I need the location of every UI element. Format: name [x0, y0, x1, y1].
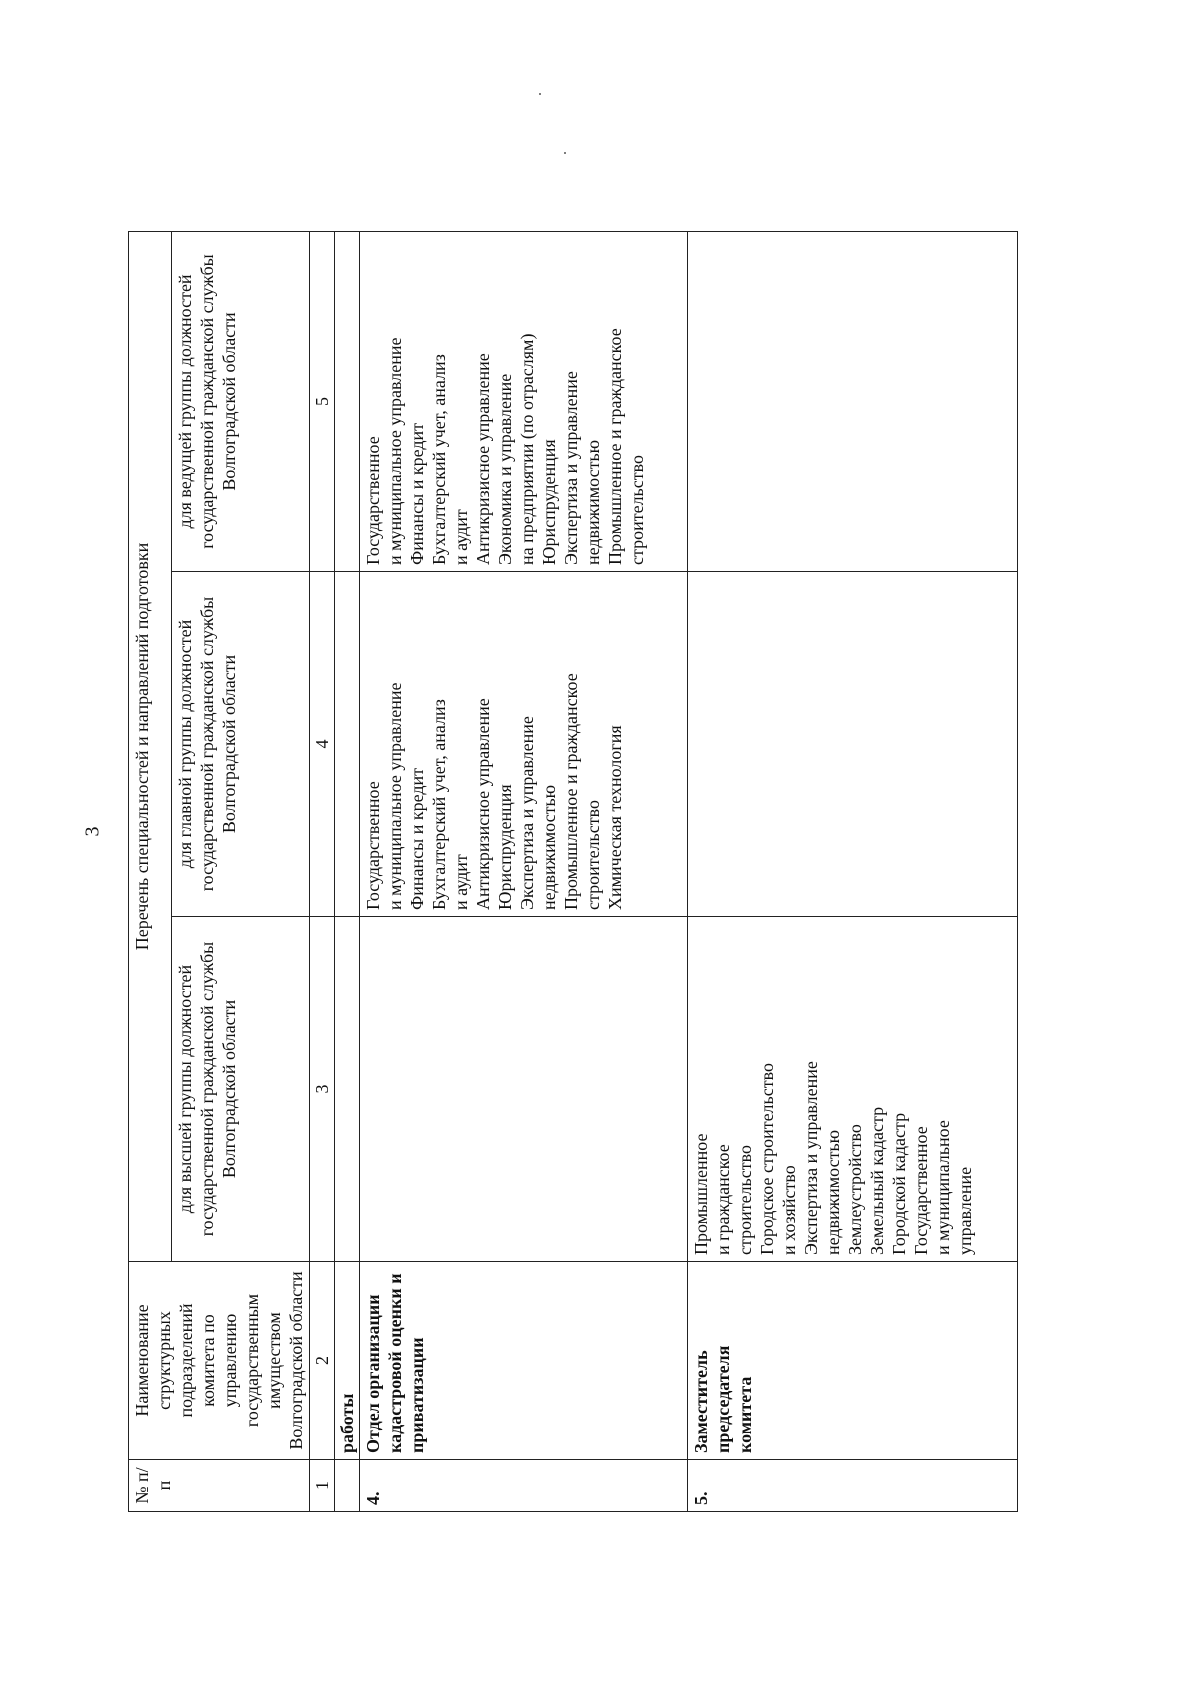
- table-row: [688, 231, 1018, 1511]
- continuation-text: работы: [335, 1262, 360, 1460]
- specialties-table: [128, 231, 1018, 1512]
- row-lead-cell: [688, 231, 1018, 571]
- specialty-line: Экспертиза и управление: [561, 371, 581, 565]
- header-lead-group: для ведущей группы должностей государственной гражданской службы Волгоградской области: [171, 231, 309, 571]
- specialty-line: Экспертиза и управление: [517, 716, 537, 910]
- row-name: Заместитель председателя комитета: [688, 1262, 1018, 1460]
- specialty-line: строительство: [735, 1145, 755, 1255]
- specialty-line: Землеустройство: [845, 1124, 865, 1255]
- row-main-cell: [688, 572, 1018, 917]
- row-main-cell: [360, 572, 688, 917]
- specialty-line: Бухгалтерский учет, анализ: [429, 354, 449, 565]
- specialty-line: и гражданское: [713, 1144, 733, 1255]
- specialty-line: Государственное: [911, 1126, 931, 1255]
- specialty-line: Земельный кадастр: [867, 1106, 887, 1255]
- rotated-table-container: [128, 232, 1018, 1512]
- specialty-line: Химическая технология: [605, 725, 625, 910]
- specialty-line: и аудит: [451, 509, 471, 565]
- specialty-line: строительство: [583, 800, 603, 910]
- specialty-line: Антикризисное управление: [473, 353, 493, 565]
- header-high-group: для высшей группы должностей государственной гражданской службы Волгоградской области: [171, 917, 309, 1262]
- table-row: [360, 231, 688, 1511]
- header-name: Наименование структурных подразделений комитета по управлению государственным имуществом Волгоградской области: [129, 1262, 310, 1460]
- specialty-line: и муниципальное управление: [385, 337, 405, 565]
- specialty-line: и муниципальное управление: [385, 682, 405, 910]
- specialty-line: Юриспруденция: [539, 439, 559, 565]
- header-num: № п/п: [129, 1460, 310, 1512]
- row-number: 5.: [688, 1460, 1018, 1512]
- specialty-line: строительство: [627, 455, 647, 565]
- specialty-line: Городской кадастр: [889, 1112, 909, 1255]
- specialty-line: Экономика и управление: [495, 373, 515, 565]
- scan-speck: [539, 93, 541, 95]
- specialty-line: Промышленное и гражданское: [605, 328, 625, 565]
- specialty-line: Промышленное: [691, 1133, 711, 1255]
- specialty-line: Юриспруденция: [495, 784, 515, 910]
- specialty-line: Финансы и кредит: [407, 768, 427, 910]
- row-name: Отдел организации кадастровой оценки и приватизации: [360, 1262, 688, 1460]
- header-group: Перечень специальностей и направлений подготовки: [129, 231, 172, 1261]
- specialty-line: на предприятии (по отраслям): [517, 333, 537, 565]
- column-number: 1: [310, 1460, 335, 1512]
- specialty-line: и аудит: [451, 854, 471, 910]
- header-main-group: для главной группы должностей государственной гражданской службы Волгоградской области: [171, 572, 309, 917]
- specialty-line: и муниципальное: [933, 1120, 953, 1255]
- scan-speck: [564, 152, 566, 154]
- specialty-line: Бухгалтерский учет, анализ: [429, 699, 449, 910]
- specialty-line: Городское строительство: [757, 1063, 777, 1255]
- row-high-cell: [360, 917, 688, 1262]
- specialty-line: Промышленное и гражданское: [561, 673, 581, 910]
- row-number: 4.: [360, 1460, 688, 1512]
- column-number: 5: [310, 231, 335, 571]
- specialty-line: Антикризисное управление: [473, 698, 493, 910]
- specialty-line: недвижимостью: [539, 784, 559, 910]
- page-number: 3: [81, 826, 104, 837]
- column-number: 3: [310, 917, 335, 1262]
- column-number: 2: [310, 1262, 335, 1460]
- specialty-line: Государственное: [363, 781, 383, 910]
- specialty-line: Экспертиза и управление: [801, 1061, 821, 1255]
- specialty-line: и хозяйство: [779, 1165, 799, 1255]
- specialty-line: управление: [955, 1166, 975, 1255]
- specialty-line: недвижимостью: [823, 1129, 843, 1255]
- column-number: 4: [310, 572, 335, 917]
- row-high-cell: [688, 917, 1018, 1262]
- row-lead-cell: [360, 231, 688, 571]
- specialty-line: Государственное: [363, 436, 383, 565]
- specialty-line: Финансы и кредит: [407, 423, 427, 565]
- specialty-line: недвижимостью: [583, 439, 603, 565]
